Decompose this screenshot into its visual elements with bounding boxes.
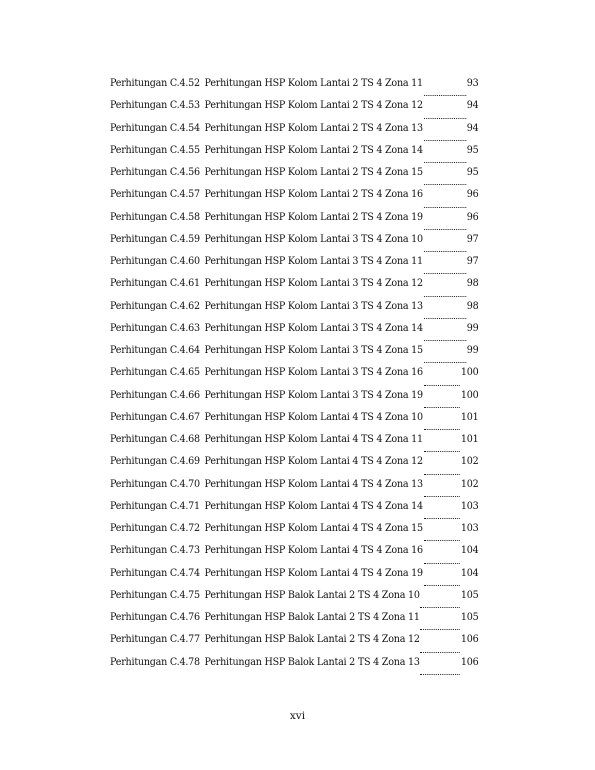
entry-label: Perhitungan C.4.59 (110, 233, 200, 245)
toc-entry[interactable] (110, 212, 478, 234)
dot-leader (424, 296, 466, 297)
entry-label: Perhitungan C.4.76 (110, 612, 200, 623)
entry-label: Perhitungan C.4.77 (110, 634, 200, 646)
toc-entry[interactable] (110, 590, 478, 612)
toc-entry[interactable] (110, 523, 478, 545)
entry-title: Perhitungan HSP Kolom Lantai 4 TS 4 Zona 14 (204, 500, 423, 512)
toc-entry[interactable] (110, 278, 478, 300)
toc-entry[interactable] (110, 479, 478, 501)
dot-leader (424, 162, 466, 163)
entry-title: Perhitungan HSP Kolom Lantai 3 TS 4 Zona 10 (204, 233, 423, 245)
entry-page-number: 102 (460, 456, 479, 468)
entry-title: Perhitungan HSP Kolom Lantai 2 TS 4 Zona 11 (204, 78, 423, 89)
toc-entry[interactable] (110, 657, 478, 679)
toc-entry[interactable] (110, 123, 478, 145)
toc-entry[interactable] (110, 545, 478, 567)
entry-title: Perhitungan HSP Kolom Lantai 4 TS 4 Zona 12 (204, 456, 423, 468)
dot-leader (424, 407, 460, 408)
toc-entry[interactable] (110, 412, 478, 434)
entry-page-number: 103 (460, 523, 479, 534)
entry-title: Perhitungan HSP Kolom Lantai 2 TS 4 Zona 19 (204, 211, 423, 223)
entry-page-number: 96 (466, 189, 479, 201)
toc-entry[interactable] (110, 390, 478, 412)
entry-page-number: 104 (460, 545, 479, 557)
toc-entry[interactable] (110, 145, 478, 167)
dot-leader (424, 474, 460, 475)
entry-label: Perhitungan C.4.58 (110, 211, 200, 223)
entry-label: Perhitungan C.4.60 (110, 256, 200, 267)
dot-leader (424, 540, 460, 541)
dot-leader (421, 629, 460, 630)
entry-page-number: 95 (466, 144, 479, 156)
entry-label: Perhitungan C.4.69 (110, 456, 200, 468)
entry-label: Perhitungan C.4.78 (110, 656, 200, 668)
entry-page-number: 94 (466, 122, 479, 134)
dot-leader (424, 207, 466, 208)
entry-page-number: 96 (466, 211, 479, 223)
dot-leader (421, 674, 460, 675)
toc-entry[interactable] (110, 78, 478, 100)
dot-leader (424, 95, 466, 96)
entry-label: Perhitungan C.4.72 (110, 523, 200, 534)
dot-leader (421, 652, 460, 653)
entry-label: Perhitungan C.4.71 (110, 500, 200, 512)
entry-page-number: 100 (460, 389, 479, 401)
entry-title: Perhitungan HSP Kolom Lantai 2 TS 4 Zona 13 (204, 122, 423, 134)
entry-page-number: 100 (460, 367, 479, 379)
entry-page-number: 99 (466, 345, 479, 356)
dot-leader (424, 251, 466, 252)
dot-leader (424, 229, 466, 230)
entry-label: Perhitungan C.4.57 (110, 189, 200, 201)
toc-entry[interactable] (110, 501, 478, 523)
toc-entry[interactable] (110, 345, 478, 367)
dot-leader (424, 496, 460, 497)
entry-title: Perhitungan HSP Kolom Lantai 2 TS 4 Zona 14 (204, 144, 423, 156)
entry-page-number: 103 (460, 500, 479, 512)
entry-title: Perhitungan HSP Kolom Lantai 2 TS 4 Zona 16 (204, 189, 423, 201)
toc-entry[interactable] (110, 612, 478, 634)
entry-page-number: 102 (460, 478, 479, 490)
toc-entry[interactable] (110, 568, 478, 590)
entry-label: Perhitungan C.4.52 (110, 78, 200, 89)
entry-label: Perhitungan C.4.56 (110, 167, 200, 178)
entry-page-number: 99 (466, 322, 479, 334)
entry-title: Perhitungan HSP Balok Lantai 2 TS 4 Zona 10 (204, 589, 420, 601)
entry-page-number: 93 (466, 78, 479, 89)
toc-entry[interactable] (110, 301, 478, 323)
entry-label: Perhitungan C.4.53 (110, 100, 200, 112)
entry-label: Perhitungan C.4.62 (110, 300, 200, 312)
dot-leader (424, 340, 466, 341)
entry-label: Perhitungan C.4.64 (110, 345, 200, 356)
entry-page-number: 106 (460, 634, 479, 646)
entry-title: Perhitungan HSP Kolom Lantai 3 TS 4 Zona 12 (204, 278, 423, 290)
entry-page-number: 98 (466, 300, 479, 312)
entry-page-number: 98 (466, 278, 479, 290)
dot-leader (424, 518, 460, 519)
entry-label: Perhitungan C.4.65 (110, 367, 200, 379)
toc-entry[interactable] (110, 456, 478, 478)
entry-page-number: 104 (460, 567, 479, 579)
entry-label: Perhitungan C.4.55 (110, 144, 200, 156)
toc-entry[interactable] (110, 323, 478, 345)
toc-entry[interactable] (110, 256, 478, 278)
entry-label: Perhitungan C.4.68 (110, 434, 200, 445)
dot-leader (424, 385, 460, 386)
entry-title: Perhitungan HSP Kolom Lantai 4 TS 4 Zona 11 (204, 434, 423, 445)
entry-page-number: 94 (466, 100, 479, 112)
page-number: xvi (289, 710, 306, 722)
dot-leader (424, 140, 466, 141)
entry-title: Perhitungan HSP Kolom Lantai 3 TS 4 Zona 11 (204, 256, 423, 267)
entry-title: Perhitungan HSP Kolom Lantai 4 TS 4 Zona 10 (204, 411, 423, 423)
entry-page-number: 105 (460, 612, 479, 623)
entry-title: Perhitungan HSP Kolom Lantai 3 TS 4 Zona 16 (204, 367, 423, 379)
dot-leader (424, 429, 460, 430)
entry-title: Perhitungan HSP Kolom Lantai 2 TS 4 Zona 15 (204, 167, 423, 178)
entry-title: Perhitungan HSP Kolom Lantai 4 TS 4 Zona 15 (204, 523, 423, 534)
entry-title: Perhitungan HSP Kolom Lantai 4 TS 4 Zona 16 (204, 545, 423, 557)
toc-entry[interactable] (110, 367, 478, 389)
dot-leader (424, 451, 460, 452)
entry-page-number: 97 (466, 256, 479, 267)
dot-leader (424, 184, 466, 185)
toc-entry[interactable] (110, 167, 478, 189)
entry-page-number: 97 (466, 233, 479, 245)
entry-title: Perhitungan HSP Balok Lantai 2 TS 4 Zona 13 (204, 656, 420, 668)
dot-leader (424, 362, 466, 363)
entry-title: Perhitungan HSP Kolom Lantai 3 TS 4 Zona 19 (204, 389, 423, 401)
entry-title: Perhitungan HSP Kolom Lantai 3 TS 4 Zona 13 (204, 300, 423, 312)
table-of-contents (110, 78, 502, 679)
entry-title: Perhitungan HSP Balok Lantai 2 TS 4 Zona 12 (204, 634, 420, 646)
entry-page-number: 101 (460, 411, 479, 423)
entry-label: Perhitungan C.4.75 (110, 589, 200, 601)
entry-title: Perhitungan HSP Kolom Lantai 2 TS 4 Zona 12 (204, 100, 423, 112)
toc-entry[interactable] (110, 234, 478, 256)
toc-entry[interactable] (110, 189, 478, 211)
entry-label: Perhitungan C.4.74 (110, 567, 200, 579)
dot-leader (424, 585, 460, 586)
entry-page-number: 101 (460, 434, 479, 445)
entry-label: Perhitungan C.4.70 (110, 478, 200, 490)
dot-leader (424, 273, 466, 274)
toc-entry[interactable] (110, 434, 478, 456)
dot-leader (424, 318, 466, 319)
toc-entry[interactable] (110, 100, 478, 122)
dot-leader (421, 607, 460, 608)
entry-label: Perhitungan C.4.66 (110, 389, 200, 401)
dot-leader (424, 118, 466, 119)
entry-title: Perhitungan HSP Kolom Lantai 3 TS 4 Zona 14 (204, 322, 423, 334)
entry-label: Perhitungan C.4.63 (110, 322, 200, 334)
entry-page-number: 106 (460, 656, 479, 668)
entry-label: Perhitungan C.4.54 (110, 122, 200, 134)
entry-title: Perhitungan HSP Balok Lantai 2 TS 4 Zona 11 (204, 612, 420, 623)
entry-label: Perhitungan C.4.67 (110, 411, 200, 423)
entry-title: Perhitungan HSP Kolom Lantai 4 TS 4 Zona 19 (204, 567, 423, 579)
entry-label: Perhitungan C.4.73 (110, 545, 200, 557)
toc-entry[interactable] (110, 634, 478, 656)
entry-page-number: 95 (466, 167, 479, 178)
entry-title: Perhitungan HSP Kolom Lantai 3 TS 4 Zona 15 (204, 345, 423, 356)
dot-leader (424, 563, 460, 564)
entry-label: Perhitungan C.4.61 (110, 278, 200, 290)
entry-title: Perhitungan HSP Kolom Lantai 4 TS 4 Zona 13 (204, 478, 423, 490)
entry-page-number: 105 (460, 589, 479, 601)
